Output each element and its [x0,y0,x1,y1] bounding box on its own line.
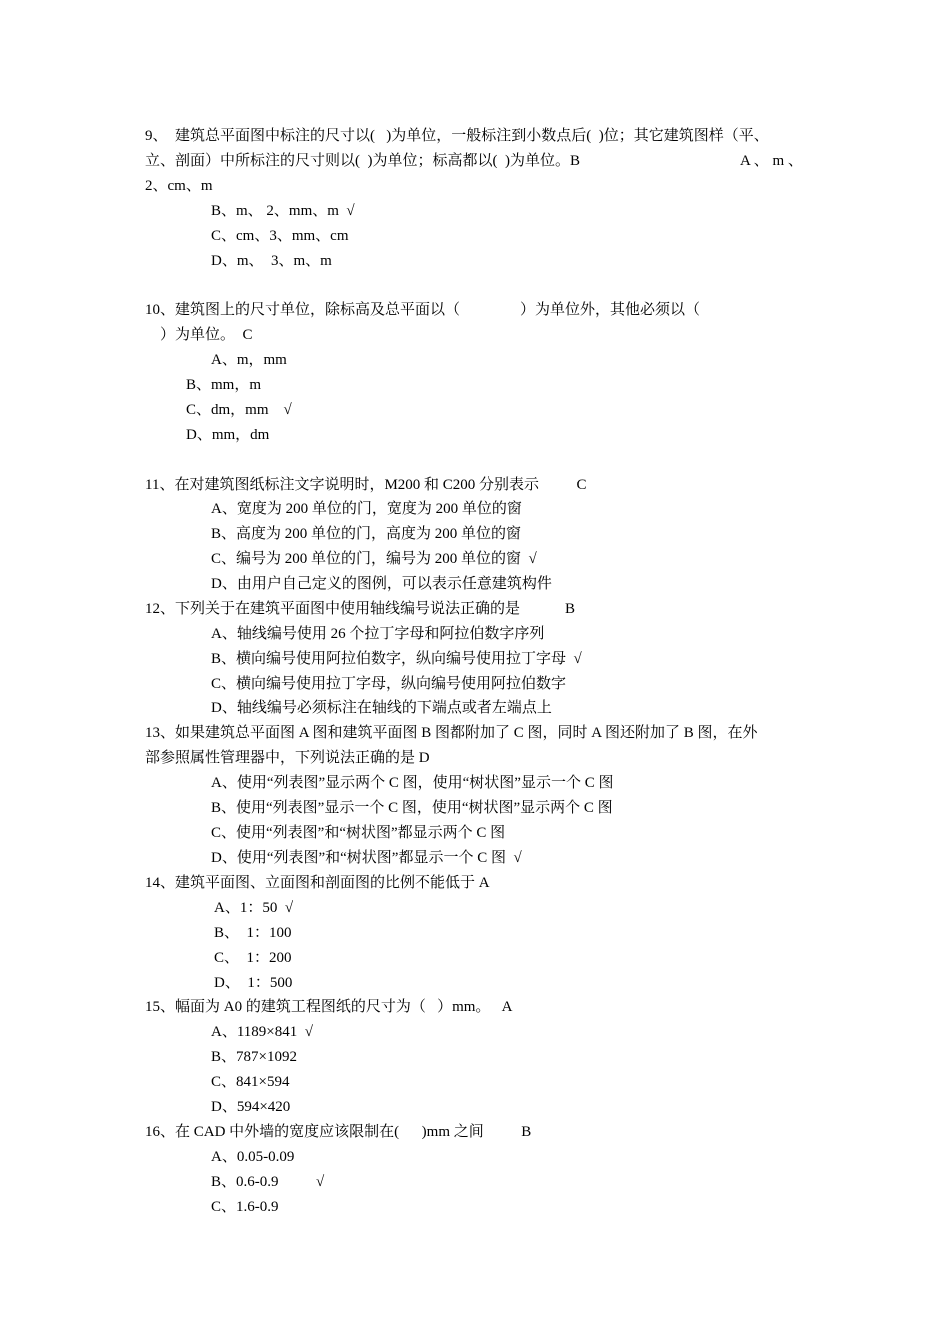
question-16-option-a: A、0.05-0.09 [211,1149,295,1165]
question-13-option-d: D、使用“列表图”和“树状图”都显示一个 C 图 √ [211,850,522,866]
question-10-option-c: C、dm，mm √ [186,402,292,418]
question-9-line-2: 立、剖面）中所标注的尺寸则以( )为单位；标高都以( )为单位。B [145,153,580,169]
question-15-option-c: C、841×594 [211,1074,290,1090]
question-13-option-a: A、使用“列表图”显示两个 C 图，使用“树状图”显示一个 C 图 [211,775,614,791]
question-15-option-b: B、787×1092 [211,1049,297,1065]
question-15-option-d: D、594×420 [211,1099,291,1115]
question-11-option-d: D、由用户自己定义的图例，可以表示任意建筑构件 [211,576,552,592]
question-12-option-b: B、横向编号使用阿拉伯数字，纵向编号使用拉丁字母 √ [211,651,582,667]
question-9-option-c: C、cm、3、mm、cm [211,228,349,244]
question-15-line-1: 15、幅面为 A0 的建筑工程图纸的尺寸为（ ）mm。 A [145,999,513,1015]
question-16-option-b: B、0.6-0.9 √ [211,1174,325,1190]
question-12-option-d: D、轴线编号必须标注在轴线的下端点或者左端点上 [211,700,552,716]
question-12-option-c: C、横向编号使用拉丁字母，纵向编号使用阿拉伯数字 [211,676,567,692]
question-11-option-a: A、宽度为 200 单位的门，宽度为 200 单位的窗 [211,501,522,517]
question-12-option-a: A、轴线编号使用 26 个拉丁字母和阿拉伯数字序列 [211,626,545,642]
question-14-line-1: 14、建筑平面图、立面图和剖面图的比例不能低于 A [145,875,490,891]
question-13-line-2: 部参照属性管理器中，下列说法正确的是 D [145,750,430,766]
question-11-option-b: B、高度为 200 单位的门，高度为 200 单位的窗 [211,526,522,542]
question-14-option-b: B、 1：100 [214,925,292,941]
question-14-option-a: A、1：50 √ [214,900,294,916]
question-10-option-d: D、mm，dm [186,427,270,443]
question-10-option-a: A、m，mm [211,352,287,368]
question-15-option-a: A、1189×841 √ [211,1024,313,1040]
question-13-line-1: 13、如果建筑总平面图 A 图和建筑平面图 B 图都附加了 C 图，同时 A 图还附加了 B 图，在外 [145,725,758,741]
question-13-option-b: B、使用“列表图”显示一个 C 图，使用“树状图”显示两个 C 图 [211,800,613,816]
question-11-line-1: 11、在对建筑图纸标注文字说明时，M200 和 C200 分别表示 C [145,477,587,493]
question-10-option-b: B、mm，m [186,377,262,393]
question-9-option-b: B、m、 2、mm、m √ [211,203,355,219]
question-10-line-1: 10、建筑图上的尺寸单位，除标高及总平面以（ ）为单位外，其他必须以（ [145,302,701,318]
question-11-option-c: C、编号为 200 单位的门，编号为 200 单位的窗 √ [211,551,537,567]
question-16-option-c: C、1.6-0.9 [211,1199,279,1215]
question-12-line-1: 12、下列关于在建筑平面图中使用轴线编号说法正确的是 B [145,601,576,617]
question-14-option-c: C、 1：200 [214,950,292,966]
question-9-line-3: 2、cm、m [145,178,213,194]
question-10-line-2: ）为单位。 C [145,327,253,343]
question-13-option-c: C、使用“列表图”和“树状图”都显示两个 C 图 [211,825,506,841]
question-14-option-d: D、 1：500 [214,975,293,991]
question-16-line-1: 16、在 CAD 中外墙的宽度应该限制在( )mm 之间 B [145,1124,532,1140]
question-9-option-d: D、m、 3、m、m [211,253,332,269]
question-9-line-1: 9、 建筑总平面图中标注的尺寸以( )为单位，一般标注到小数点后( )位；其它建筑图样（平、 [145,128,769,144]
question-9-option-a: A 、 m 、 [740,153,803,169]
